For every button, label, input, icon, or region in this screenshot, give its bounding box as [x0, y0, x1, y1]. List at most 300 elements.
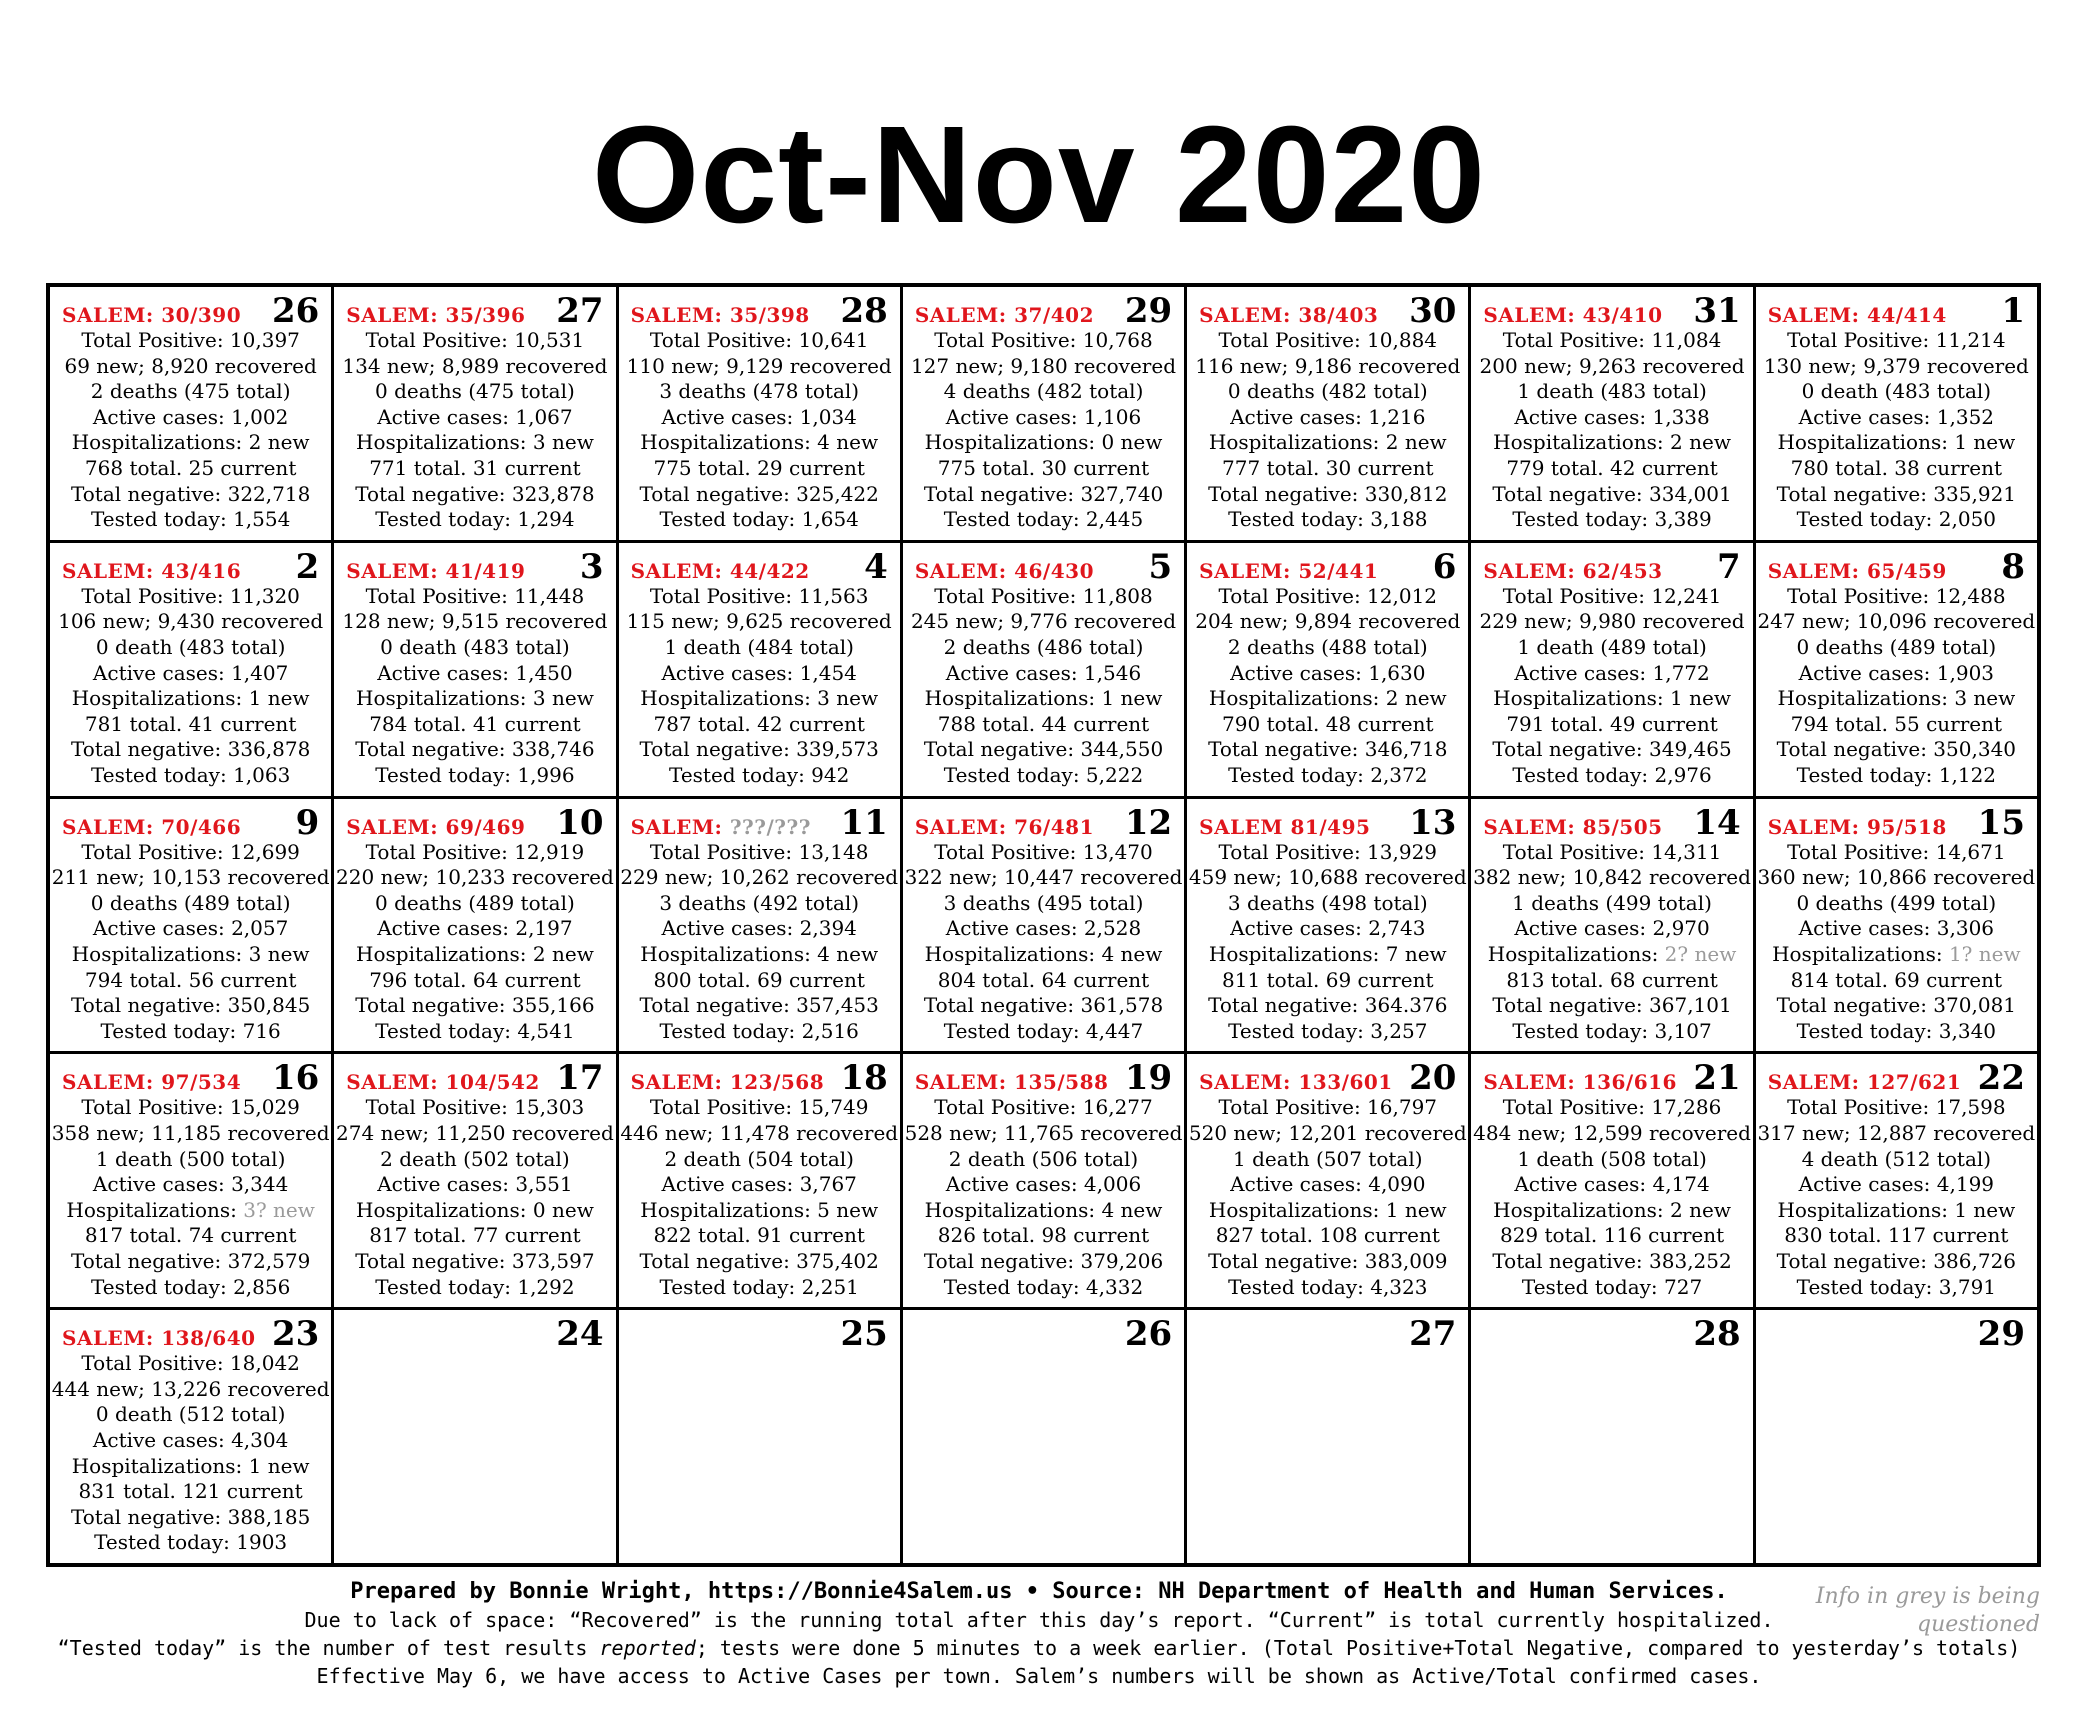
- calendar-day-cell: [50, 1054, 331, 1307]
- stat-line: 790 total. 48 current: [1222, 711, 1434, 736]
- day-header: [334, 1054, 615, 1099]
- stat-line: Hospitalizations: 4 new: [640, 430, 879, 455]
- stat-line: Active cases: 2,528: [945, 916, 1142, 941]
- calendar-day-cell: [903, 799, 1184, 1052]
- stat-line: Total negative: 367,101: [1492, 993, 1732, 1018]
- stat-line: 0 death (512 total): [95, 1402, 286, 1427]
- stat-line: Total negative: 383,252: [1492, 1248, 1732, 1273]
- salem-count: SALEM: 70/466: [62, 814, 242, 839]
- stat-line: 831 total. 121 current: [78, 1479, 303, 1504]
- day-number: 4: [864, 546, 888, 587]
- stat-line: Active cases: 1,407: [92, 660, 289, 685]
- day-stats: [1756, 584, 2037, 789]
- stat-line: 780 total. 38 current: [1790, 455, 2003, 480]
- page-title: Oct-Nov 2020: [591, 98, 1487, 252]
- stat-line: 822 total. 91 current: [653, 1223, 865, 1248]
- stat-line: Tested today: 3,340: [1796, 1018, 1997, 1043]
- day-stats: [1756, 840, 2037, 1045]
- day-number: 26: [271, 291, 320, 331]
- stat-line: Total negative: 357,453: [639, 993, 879, 1018]
- day-number: 23: [271, 1314, 320, 1355]
- day-header: [334, 543, 615, 587]
- day-header: [619, 543, 900, 587]
- stat-line: Hospitalizations: 3? new: [66, 1197, 315, 1222]
- salem-count: SALEM: 69/469: [346, 814, 526, 839]
- stat-line: 3 deaths (498 total): [1227, 890, 1428, 915]
- stat-line: 1 deaths (499 total): [1512, 890, 1712, 915]
- stat-line: Total Positive: 17,598: [1787, 1095, 2006, 1120]
- stat-line: Total Positive: 15,029: [81, 1095, 300, 1120]
- calendar-day-cell: [50, 1310, 331, 1563]
- salem-count: SALEM: 133/601: [1199, 1070, 1393, 1095]
- day-header: [1471, 287, 1752, 331]
- stat-line: 811 total. 69 current: [1222, 967, 1434, 992]
- stat-line: Hospitalizations: 1 new: [1777, 430, 2016, 455]
- stat-line: 827 total. 108 current: [1215, 1223, 1440, 1248]
- stat-line: Tested today: 1,294: [375, 507, 575, 532]
- stat-line: Total negative: 375,402: [639, 1248, 879, 1273]
- stat-line: Active cases: 4,006: [945, 1172, 1142, 1197]
- day-stats: [903, 584, 1184, 789]
- calendar-day-cell: [50, 287, 331, 540]
- stat-line: 0 deaths (482 total): [1227, 379, 1428, 404]
- stat-line: Active cases: 1,450: [377, 660, 573, 685]
- day-stats: [903, 840, 1184, 1045]
- footer-note-tested: “Tested today” is the number of test results reported; tests were done 5 minutes to a week earlier. (Total Positive+Total Negative, compared to yesterday’s totals): [57, 1636, 2021, 1660]
- stat-line: Total Positive: 14,671: [1787, 839, 2006, 864]
- day-header: [903, 543, 1184, 587]
- calendar-day-cell: [334, 543, 615, 796]
- stat-line: Hospitalizations: 2? new: [1487, 941, 1737, 966]
- stat-line: 134 new; 8,989 recovered: [342, 353, 608, 378]
- stat-line: Tested today: 1,654: [659, 507, 859, 532]
- stat-line: Hospitalizations: 1? new: [1772, 941, 2021, 966]
- stat-line: Hospitalizations: 7 new: [1208, 941, 1447, 966]
- stat-line: Total Positive: 11,214: [1787, 328, 2006, 352]
- stat-line: Total negative: 379,206: [923, 1248, 1164, 1273]
- salem-count: SALEM: 123/568: [630, 1070, 825, 1095]
- day-stats: [50, 1095, 331, 1300]
- calendar-day-cell: [1471, 543, 1752, 796]
- day-header: [1471, 543, 1752, 587]
- day-number: 26: [1124, 1314, 1173, 1355]
- stat-line: 274 new; 11,250 recovered: [336, 1120, 614, 1145]
- stat-line: Tested today: 2,856: [90, 1274, 291, 1299]
- day-number: 2: [295, 546, 320, 587]
- stat-line: Total negative: 361,578: [923, 993, 1164, 1018]
- day-header: [1756, 799, 2037, 843]
- stat-line: 817 total. 74 current: [84, 1223, 297, 1248]
- day-header: [619, 1054, 900, 1099]
- day-header: [50, 287, 331, 331]
- stat-line: Hospitalizations: 4 new: [924, 941, 1163, 966]
- stat-line: 788 total. 44 current: [937, 711, 1150, 736]
- stat-line: 459 new; 10,688 recovered: [1188, 865, 1467, 890]
- day-stats: [619, 328, 900, 533]
- stat-line: Active cases: 1,352: [1798, 404, 1995, 429]
- salem-count: SALEM: 46/430: [914, 558, 1094, 583]
- stat-line: Tested today: 716: [100, 1018, 281, 1043]
- stat-line: Total negative: 388,185: [70, 1504, 311, 1529]
- stat-line: 115 new; 9,625 recovered: [626, 609, 892, 634]
- calendar-day-cell: [334, 799, 615, 1052]
- salem-count: SALEM: 38/403: [1199, 303, 1379, 327]
- day-number: 31: [1693, 291, 1741, 331]
- stat-line: Active cases: 4,304: [92, 1427, 289, 1452]
- stat-line: Total negative: 364.376: [1208, 993, 1448, 1018]
- day-header: [334, 1310, 615, 1355]
- stat-line: 3 deaths (495 total): [943, 890, 1144, 915]
- stat-line: Total Positive: 13,929: [1218, 839, 1438, 864]
- stat-line: Hospitalizations: 1 new: [924, 686, 1163, 711]
- stat-line: 813 total. 68 current: [1506, 967, 1718, 992]
- stat-line: Tested today: 3,389: [1512, 507, 1712, 532]
- salem-count: SALEM: 35/398: [630, 303, 810, 327]
- salem-count: SALEM: 76/481: [914, 814, 1094, 839]
- day-number: 27: [1409, 1314, 1457, 1355]
- stat-line: 220 new; 10,233 recovered: [336, 865, 614, 890]
- stat-line: Active cases: 1,338: [1514, 404, 1710, 429]
- stat-line: 446 new; 11,478 recovered: [620, 1120, 899, 1145]
- stat-line: Total negative: 386,726: [1776, 1248, 2017, 1273]
- stat-line: Active cases: 4,090: [1230, 1172, 1426, 1197]
- day-number: 29: [1977, 1314, 2025, 1355]
- stat-line: Active cases: 1,630: [1230, 660, 1426, 685]
- footer-credit: Prepared by Bonnie Wright, https://Bonnie4Salem.us • Source: NH Department of Health and Human Services.: [350, 1579, 1728, 1604]
- stat-line: 247 new; 10,096 recovered: [1757, 609, 2036, 634]
- stat-line: Tested today: 4,323: [1228, 1274, 1428, 1299]
- calendar-grid: [46, 283, 2041, 1567]
- day-stats: [1187, 1095, 1468, 1300]
- stat-line: Tested today: 1,122: [1796, 762, 1997, 787]
- stat-line: Tested today: 3,188: [1228, 507, 1428, 532]
- stat-line: 1 death (484 total): [664, 634, 854, 659]
- stat-line: 4 death (512 total): [1801, 1146, 1992, 1171]
- day-stats: [1187, 328, 1468, 533]
- salem-count: SALEM: 138/640: [62, 1326, 256, 1351]
- stat-line: 775 total. 29 current: [653, 455, 865, 480]
- day-stats: [1756, 328, 2037, 533]
- day-stats: [50, 1351, 331, 1556]
- stat-line: Total Positive: 13,470: [934, 839, 1153, 864]
- stat-line: 69 new; 8,920 recovered: [64, 353, 317, 378]
- day-number: 7: [1717, 546, 1741, 587]
- stat-line: Tested today: 5,222: [943, 762, 1144, 787]
- salem-count: SALEM: 37/402: [914, 303, 1094, 327]
- day-stats: [1756, 1095, 2037, 1300]
- stat-line: Active cases: 2,743: [1230, 916, 1426, 941]
- stat-line: Total Positive: 14,311: [1502, 839, 1722, 864]
- day-stats: [334, 840, 615, 1045]
- stat-line: 0 deaths (489 total): [1796, 634, 1997, 659]
- stat-line: Hospitalizations: 1 new: [1208, 1197, 1447, 1222]
- stat-line: 0 deaths (489 total): [375, 890, 575, 915]
- calendar-day-cell: [619, 1054, 900, 1307]
- day-number: 1: [2001, 291, 2025, 331]
- stat-line: 130 new; 9,379 recovered: [1763, 353, 2029, 378]
- day-stats: [334, 328, 615, 533]
- day-header: [1187, 799, 1468, 843]
- calendar-day-cell: [619, 1310, 900, 1563]
- stat-line: Active cases: 2,394: [661, 916, 857, 941]
- stat-line: Tested today: 727: [1521, 1274, 1703, 1299]
- day-header: [619, 287, 900, 331]
- stat-line: Total Positive: 12,241: [1502, 583, 1722, 608]
- stat-line: Active cases: 1,216: [1230, 404, 1426, 429]
- stat-line: Total Positive: 12,488: [1787, 583, 2006, 608]
- calendar-day-cell: [1471, 287, 1752, 540]
- stat-line: 484 new; 12,599 recovered: [1473, 1120, 1751, 1145]
- stat-line: Hospitalizations: 1 new: [71, 1453, 310, 1478]
- stat-line: Total negative: 334,001: [1492, 481, 1732, 506]
- hospitalizations-questioned: 2? new: [1664, 941, 1737, 966]
- stat-line: 3 deaths (492 total): [659, 890, 860, 915]
- day-header: [1187, 1310, 1468, 1355]
- stat-line: Total Positive: 18,042: [81, 1351, 300, 1376]
- stat-line: Total negative: 323,878: [355, 481, 595, 506]
- stat-line: 804 total. 64 current: [937, 967, 1150, 992]
- stat-line: Hospitalizations: 2 new: [1208, 686, 1447, 711]
- day-stats: [1471, 840, 1752, 1045]
- stat-line: Active cases: 3,306: [1798, 916, 1995, 941]
- stat-line: 322 new; 10,447 recovered: [904, 865, 1183, 890]
- stat-line: 1 death (500 total): [95, 1146, 286, 1171]
- day-number: 8: [2001, 546, 2025, 587]
- day-stats: [334, 584, 615, 789]
- stat-line: 829 total. 116 current: [1499, 1223, 1725, 1248]
- day-stats: [903, 328, 1184, 533]
- footer-note-recovered: Due to lack of space: “Recovered” is the running total after this day’s report. “Current” is total currently hospitalized.: [304, 1608, 1774, 1632]
- stat-line: Tested today: 4,541: [375, 1018, 575, 1043]
- stat-line: Active cases: 1,454: [661, 660, 857, 685]
- stat-line: Total negative: 344,550: [923, 737, 1164, 762]
- stat-line: Active cases: 1,903: [1798, 660, 1995, 685]
- stat-line: Active cases: 2,057: [92, 916, 289, 941]
- day-number: 28: [1693, 1314, 1741, 1355]
- stat-line: Total negative: 372,579: [70, 1248, 311, 1273]
- stat-line: Total negative: 346,718: [1208, 737, 1448, 762]
- stat-line: Hospitalizations: 4 new: [924, 1197, 1163, 1222]
- calendar-day-cell: [1471, 1310, 1752, 1563]
- stat-line: Total Positive: 15,749: [649, 1095, 869, 1120]
- stat-line: Active cases: 1,002: [92, 404, 289, 429]
- day-header: [1187, 287, 1468, 331]
- salem-count: SALEM: 97/534: [62, 1070, 242, 1095]
- stat-line: Tested today: 2,251: [659, 1274, 859, 1299]
- day-number: 5: [1148, 546, 1173, 587]
- stat-line: 128 new; 9,515 recovered: [342, 609, 608, 634]
- stat-line: 791 total. 49 current: [1506, 711, 1718, 736]
- day-number: 22: [1977, 1058, 2025, 1099]
- stat-line: Total negative: 325,422: [639, 481, 879, 506]
- stat-line: Tested today: 3,257: [1228, 1018, 1428, 1043]
- stat-line: 800 total. 69 current: [653, 967, 865, 992]
- day-stats: [619, 1095, 900, 1300]
- day-stats: [334, 1095, 615, 1300]
- stat-line: Total Positive: 12,012: [1218, 583, 1438, 608]
- day-stats: [903, 1095, 1184, 1300]
- stat-line: 784 total. 41 current: [369, 711, 581, 736]
- day-header: [1756, 287, 2037, 331]
- day-number: 17: [556, 1058, 604, 1099]
- stat-line: Total Positive: 12,699: [81, 839, 300, 864]
- calendar-day-cell: [1756, 1310, 2037, 1563]
- day-number: 29: [1124, 291, 1173, 331]
- day-stats: [1187, 584, 1468, 789]
- stat-line: Total Positive: 10,531: [365, 328, 585, 352]
- salem-count: SALEM: 30/390: [62, 303, 242, 327]
- day-number: 28: [840, 291, 888, 331]
- day-stats: [1471, 1095, 1752, 1300]
- day-number: 19: [1124, 1058, 1173, 1099]
- salem-count: SALEM: 85/505: [1483, 814, 1663, 839]
- day-number: 21: [1693, 1058, 1741, 1099]
- stat-line: 360 new; 10,866 recovered: [1757, 865, 2036, 890]
- stat-line: Hospitalizations: 2 new: [1208, 430, 1447, 455]
- stat-line: 2 death (502 total): [380, 1146, 570, 1171]
- stat-line: 2 death (504 total): [664, 1146, 854, 1171]
- day-number: 27: [556, 291, 604, 331]
- day-number: 6: [1432, 546, 1457, 587]
- day-header: [334, 287, 615, 331]
- day-number: 15: [1977, 802, 2025, 843]
- calendar-day-cell: [50, 543, 331, 796]
- stat-line: 2 deaths (488 total): [1227, 634, 1428, 659]
- stat-line: Tested today: 4,332: [943, 1274, 1144, 1299]
- stat-line: Tested today: 1,292: [375, 1274, 575, 1299]
- stat-line: Total Positive: 11,563: [649, 583, 869, 608]
- day-header: [334, 799, 615, 843]
- day-header: [50, 1054, 331, 1099]
- stat-line: Total negative: 336,878: [70, 737, 311, 762]
- stat-line: 3 deaths (478 total): [659, 379, 860, 404]
- stat-line: Active cases: 4,199: [1798, 1172, 1995, 1197]
- calendar-day-cell: [334, 287, 615, 540]
- salem-count: SALEM: 35/396: [346, 303, 526, 327]
- stat-line: Total Positive: 11,448: [365, 583, 585, 608]
- stat-line: Active cases: 1,067: [377, 404, 573, 429]
- stat-line: Tested today: 3,791: [1796, 1274, 1997, 1299]
- stat-line: Active cases: 2,970: [1514, 916, 1710, 941]
- stat-line: Total Positive: 17,286: [1502, 1095, 1722, 1120]
- day-number: 11: [840, 802, 888, 843]
- day-stats: [50, 840, 331, 1045]
- calendar-day-cell: [1187, 287, 1468, 540]
- stat-line: 0 deaths (475 total): [375, 379, 575, 404]
- hospitalizations-questioned: 1? new: [1948, 941, 2021, 966]
- stat-line: 826 total. 98 current: [937, 1223, 1150, 1248]
- stat-line: 229 new; 10,262 recovered: [620, 865, 899, 890]
- day-stats: [1471, 584, 1752, 789]
- day-stats: [1187, 840, 1468, 1045]
- stat-line: 1 death (489 total): [1517, 634, 1707, 659]
- stat-line: Hospitalizations: 2 new: [1493, 430, 1731, 455]
- stat-line: 0 deaths (489 total): [90, 890, 291, 915]
- day-header: [619, 799, 900, 843]
- day-header: [903, 1310, 1184, 1355]
- stat-line: Total negative: 335,921: [1776, 481, 2017, 506]
- day-number: 12: [1124, 802, 1173, 843]
- stat-line: Tested today: 1,996: [375, 762, 575, 787]
- day-header: [619, 1310, 900, 1355]
- day-header: [1756, 1054, 2037, 1099]
- stat-line: 444 new; 13,226 recovered: [51, 1376, 330, 1401]
- stat-line: Active cases: 3,551: [377, 1172, 573, 1197]
- stat-line: Active cases: 2,197: [377, 916, 573, 941]
- stat-line: 779 total. 42 current: [1506, 455, 1718, 480]
- stat-line: Total Positive: 16,797: [1218, 1095, 1438, 1120]
- stat-line: 2 death (506 total): [948, 1146, 1139, 1171]
- stat-line: Total negative: 383,009: [1208, 1248, 1448, 1273]
- stat-line: Total Positive: 10,768: [934, 328, 1153, 352]
- stat-line: Total negative: 330,812: [1208, 481, 1448, 506]
- stat-line: 794 total. 56 current: [84, 967, 297, 992]
- stat-line: Total Positive: 10,641: [649, 328, 869, 352]
- stat-line: Hospitalizations: 3 new: [640, 686, 879, 711]
- day-number: 13: [1409, 802, 1457, 843]
- stat-line: Total Positive: 15,303: [365, 1095, 585, 1120]
- day-number: 3: [579, 546, 604, 587]
- stat-line: 2 deaths (486 total): [943, 634, 1144, 659]
- day-header: [903, 1054, 1184, 1099]
- day-number: 9: [295, 802, 320, 843]
- stat-line: 2 deaths (475 total): [90, 379, 291, 404]
- salem-count: SALEM: 135/588: [914, 1070, 1109, 1095]
- calendar-day-cell: [1471, 799, 1752, 1052]
- calendar-day-cell: [1187, 1054, 1468, 1307]
- calendar-day-cell: [50, 799, 331, 1052]
- salem-count: SALEM: 65/459: [1767, 558, 1947, 583]
- day-stats: [50, 584, 331, 789]
- salem-count: SALEM 81/495: [1199, 814, 1371, 839]
- calendar-day-cell: [1756, 543, 2037, 796]
- stat-line: Active cases: 1,772: [1514, 660, 1710, 685]
- stat-line: 1 death (508 total): [1517, 1146, 1707, 1171]
- stat-line: Tested today: 3,107: [1512, 1018, 1712, 1043]
- day-number: 10: [556, 802, 604, 843]
- hospitalizations-questioned: 3? new: [243, 1197, 315, 1222]
- stat-line: 106 new; 9,430 recovered: [58, 609, 324, 634]
- stat-line: Hospitalizations: 0 new: [356, 1197, 594, 1222]
- stat-line: 382 new; 10,842 recovered: [1473, 865, 1751, 890]
- stat-line: 0 death (483 total): [95, 634, 286, 659]
- day-number: 30: [1409, 291, 1457, 331]
- stat-line: Active cases: 3,767: [661, 1172, 857, 1197]
- stat-line: Tested today: 4,447: [943, 1018, 1144, 1043]
- stat-line: 110 new; 9,129 recovered: [626, 353, 892, 378]
- stat-line: Hospitalizations: 1 new: [1493, 686, 1731, 711]
- stat-line: 520 new; 12,201 recovered: [1188, 1120, 1467, 1145]
- stat-line: 211 new; 10,153 recovered: [51, 865, 330, 890]
- salem-count: SALEM: ???/???: [630, 814, 811, 839]
- stat-line: 775 total. 30 current: [937, 455, 1150, 480]
- stat-line: Total Positive: 13,148: [649, 839, 869, 864]
- stat-line: Total negative: 355,166: [355, 993, 595, 1018]
- salem-count: SALEM: 104/542: [346, 1070, 540, 1095]
- day-stats: [50, 328, 331, 533]
- day-stats: [1471, 328, 1752, 533]
- salem-count: SALEM: 127/621: [1767, 1070, 1962, 1095]
- stat-line: Total negative: 373,597: [355, 1248, 595, 1273]
- salem-count: SALEM: 41/419: [346, 558, 526, 583]
- salem-questioned: ???/???: [729, 814, 811, 839]
- stat-line: Total negative: 350,845: [70, 993, 311, 1018]
- stat-line: Hospitalizations: 1 new: [1777, 1197, 2016, 1222]
- salem-count: SALEM: 52/441: [1199, 558, 1379, 583]
- footer: [0, 1578, 2078, 1690]
- day-header: [50, 1310, 331, 1355]
- stat-line: Hospitalizations: 0 new: [924, 430, 1163, 455]
